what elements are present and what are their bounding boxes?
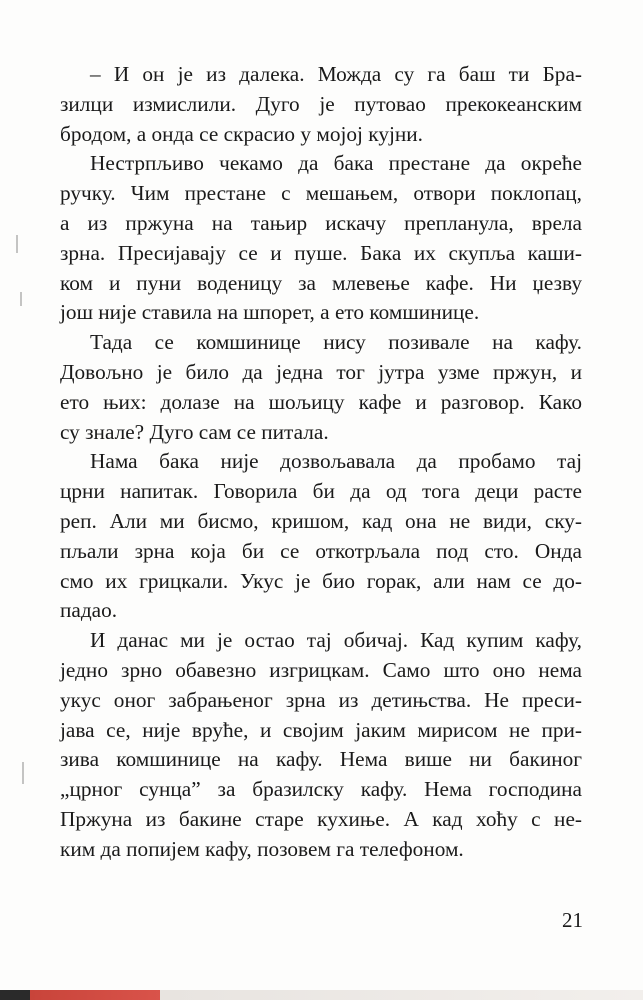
body-text — [60, 60, 582, 865]
text-line: – И он је из далека. Можда су га баш ти Бра- — [90, 62, 582, 86]
book-cover-edge — [0, 990, 643, 1000]
text-line: ким да попијем кафу, позовем га телефоном. — [60, 836, 464, 861]
page-number: 21 — [562, 908, 583, 932]
text-line: „црног сунца” за бразилску кафу. Нема господина — [60, 777, 582, 802]
text-line: пљали зрна која би се откотрљала под сто. Онда — [60, 538, 582, 563]
text-line: Пржуна из бакине старе кухиње. А кад хоћу с не- — [60, 806, 582, 831]
text-line: ето њих: долазе на шољицу кафе и разговор. Како — [60, 389, 582, 414]
text-line: Довољно је било да једна тог јутра узме пржун, и — [60, 359, 582, 384]
text-line: зрна. Пресијавају се и пуше. Бака их скупља каши- — [60, 240, 582, 265]
text-line: једно зрно обавезно изгрицкам. Само што оно нема — [60, 657, 582, 682]
text-line: ручку. Чим престане с мешањем, отвори поклопац, — [60, 181, 582, 206]
text-line: падао. — [60, 598, 118, 623]
text-line: смо их грицкали. Укус је био горак, али нам се до- — [60, 568, 582, 593]
text-line: црни напитак. Говорила би да од тога деци расте — [60, 479, 582, 504]
text-line: Тада се комшинице нису позивале на кафу. — [90, 330, 582, 355]
text-line: Нестрпљиво чекамо да бака престане да окреће — [90, 151, 582, 176]
text-line: укус оног забрањеног зрна из детињства. Не преси- — [60, 687, 582, 712]
text-line: зива комшинице на кафу. Нема више ни бакиног — [60, 747, 582, 772]
scan-mark — [20, 292, 22, 306]
scan-mark — [22, 762, 24, 784]
text-line: зилци измислили. Дуго је путовао прекокеанским — [60, 91, 582, 116]
text-line: ком и пуни воденицу за млевење кафе. Ни џезву — [60, 270, 582, 295]
text-line: а из пржуна на тањир искачу препланула, врела — [60, 210, 582, 235]
text-line: бродом, а онда се скрасио у мојој кујни. — [60, 121, 424, 146]
scan-mark — [16, 235, 18, 253]
text-line: јава се, није вруће, и својим јаким мирисом не при- — [60, 717, 582, 742]
text-line: И данас ми је остао тај обичај. Кад купим кафу, — [90, 628, 582, 653]
text-line: још није ставила на шпорет, а ето комшинице. — [60, 300, 480, 325]
text-line: Нама бака није дозвољавала да пробамо тај — [90, 449, 582, 474]
text-line: су знале? Дуго сам се питала. — [60, 419, 329, 444]
text-line: реп. Али ми бисмо, кришом, кад она не види, ску- — [60, 508, 582, 533]
